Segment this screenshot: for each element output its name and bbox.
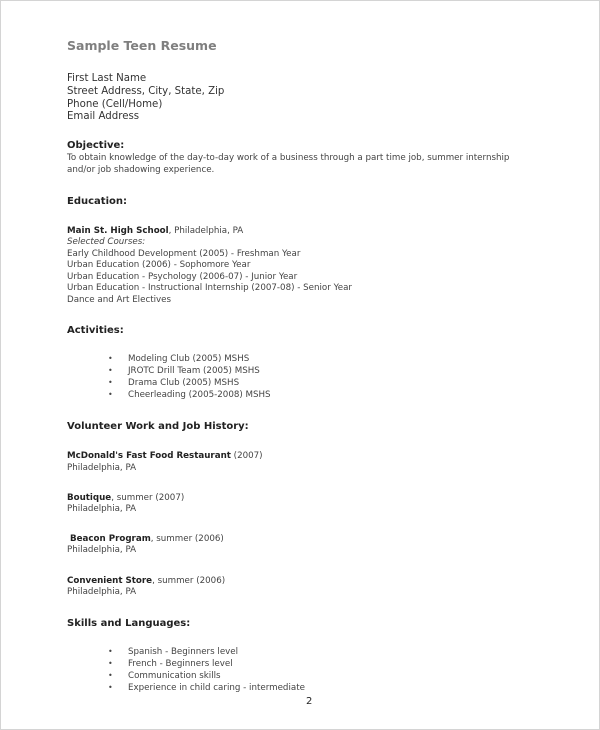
job-detail: , summer (2007) bbox=[111, 493, 185, 503]
activity-item: Drama Club (2005) MSHS bbox=[128, 378, 240, 388]
skill-item: French - Beginners level bbox=[128, 659, 233, 669]
job-title-line bbox=[67, 451, 263, 463]
skill-item: Spanish - Beginners level bbox=[128, 647, 239, 657]
document-title: Sample Teen Resume bbox=[67, 38, 217, 53]
contact-email: Email Address bbox=[67, 111, 140, 122]
bullet-icon: • bbox=[108, 378, 113, 387]
job-name: Boutique bbox=[67, 493, 112, 503]
education-heading: Education: bbox=[67, 196, 127, 207]
course-item: Early Childhood Development (2005) - Freshman Year bbox=[67, 249, 301, 259]
school-location: , Philadelphia, PA bbox=[168, 226, 244, 236]
job-location: Philadelphia, PA bbox=[67, 504, 137, 514]
school-line bbox=[67, 226, 243, 238]
page-number: 2 bbox=[306, 696, 313, 707]
objective-heading: Objective: bbox=[67, 140, 125, 151]
contact-address: Street Address, City, State, Zip bbox=[67, 86, 225, 97]
job-title-line bbox=[67, 576, 225, 588]
course-item: Dance and Art Electives bbox=[67, 295, 172, 305]
activity-item: Cheerleading (2005-2008) MSHS bbox=[128, 390, 271, 400]
job-location: Philadelphia, PA bbox=[67, 545, 137, 555]
bullet-icon: • bbox=[108, 683, 113, 692]
job-title-line bbox=[67, 493, 184, 505]
bullet-icon: • bbox=[108, 390, 113, 399]
job-detail: , summer (2006) bbox=[152, 576, 226, 586]
activity-item: JROTC Drill Team (2005) MSHS bbox=[128, 366, 260, 376]
bullet-icon: • bbox=[108, 366, 113, 375]
skill-item: Communication skills bbox=[128, 671, 221, 681]
activities-heading: Activities: bbox=[67, 325, 124, 336]
objective-line-1: To obtain knowledge of the day-to-day work of a business through a part time job, summer internship bbox=[67, 153, 510, 163]
contact-name: First Last Name bbox=[67, 73, 147, 84]
jobs-heading: Volunteer Work and Job History: bbox=[67, 421, 249, 432]
job-title-line bbox=[70, 534, 224, 546]
job-detail: , summer (2006) bbox=[150, 534, 224, 544]
job-location: Philadelphia, PA bbox=[67, 587, 137, 597]
school-name: Main St. High School bbox=[67, 226, 169, 236]
job-location: Philadelphia, PA bbox=[67, 463, 137, 473]
skill-item: Experience in child caring - intermediate bbox=[128, 683, 305, 693]
bullet-icon: • bbox=[108, 354, 113, 363]
course-item: Urban Education - Psychology (2006-07) - Junior Year bbox=[67, 272, 298, 282]
job-detail: (2007) bbox=[230, 451, 263, 461]
course-item: Urban Education - Instructional Internship (2007-08) - Senior Year bbox=[67, 283, 352, 293]
contact-phone: Phone (Cell/Home) bbox=[67, 99, 163, 110]
job-name: McDonald's Fast Food Restaurant bbox=[67, 451, 231, 461]
bullet-icon: • bbox=[108, 647, 113, 656]
bullet-icon: • bbox=[108, 659, 113, 668]
bullet-icon: • bbox=[108, 671, 113, 680]
job-name: Beacon Program bbox=[70, 534, 151, 544]
activity-item: Modeling Club (2005) MSHS bbox=[128, 354, 250, 364]
objective-line-2: and/or job shadowing experience. bbox=[67, 165, 215, 175]
courses-label: Selected Courses: bbox=[67, 237, 146, 247]
job-name: Convenient Store bbox=[67, 576, 153, 586]
skills-heading: Skills and Languages: bbox=[67, 618, 191, 629]
course-item: Urban Education (2006) - Sophomore Year bbox=[67, 260, 251, 270]
